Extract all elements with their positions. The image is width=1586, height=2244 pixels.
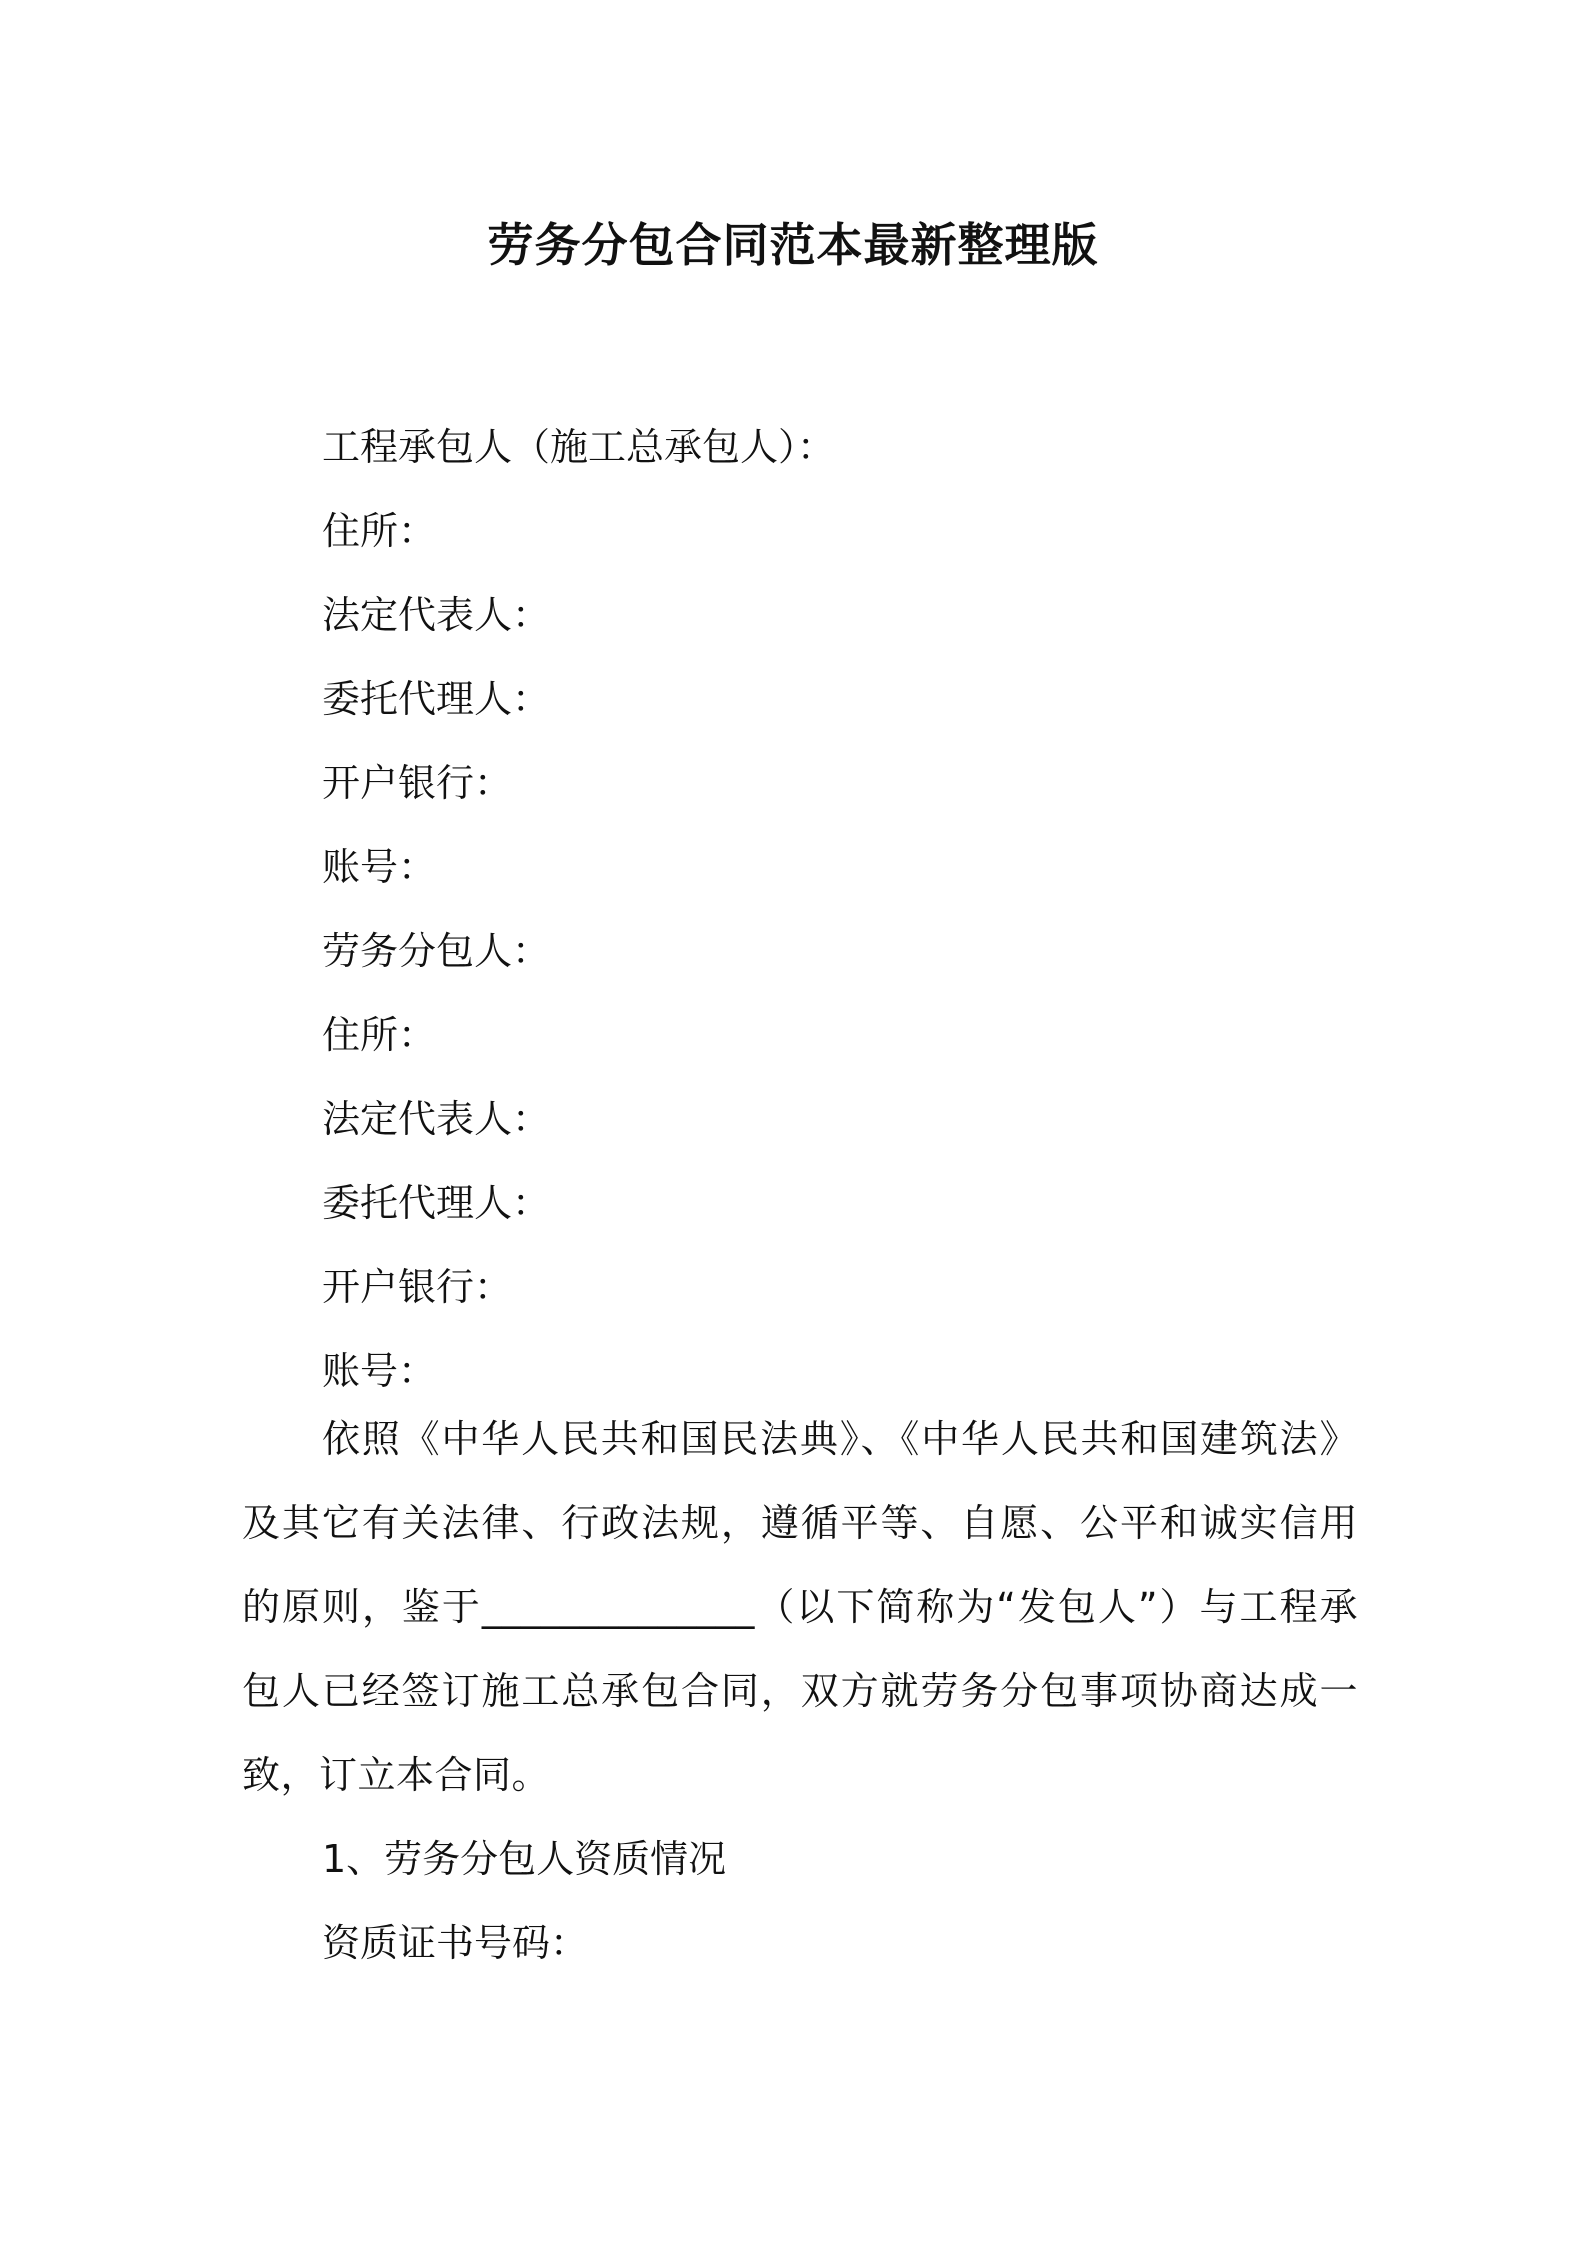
contractor-account-field: 账号：	[322, 845, 437, 889]
section-heading: 1、劳务分包人资质情况	[322, 1837, 727, 1881]
intro-paragraph: 依照《中华人民共和国民法典》、《中华人民共和国建筑法》及其它有关法律、行政法规，遵循平等、自愿、公平和诚实信用的原则，鉴于______________（以下简称为“发包人”）与工程承包人已经签订施工总承包合同，双方就劳务分包事项协商达成一致，订立本合同。	[242, 1417, 1358, 1797]
subcontractor-legal-rep-field: 法定代表人：	[322, 1097, 551, 1141]
contractor-name-field: 工程承包人（施工总承包人）：	[322, 425, 836, 469]
qualification-cert-field: 资质证书号码：	[322, 1921, 589, 1965]
subcontractor-name-field: 劳务分包人：	[322, 929, 551, 973]
subcontractor-bank-field: 开户银行：	[322, 1265, 513, 1309]
subcontractor-account-field: 账号：	[322, 1349, 437, 1393]
contractor-agent-field: 委托代理人：	[322, 677, 551, 721]
subcontractor-address-field: 住所：	[322, 1013, 437, 1057]
document-title: 劳务分包合同范本最新整理版	[487, 218, 1099, 272]
contractor-legal-rep-field: 法定代表人：	[322, 593, 551, 637]
contractor-address-field: 住所：	[322, 509, 437, 553]
party-fields	[322, 405, 1362, 1413]
contractor-bank-field: 开户银行：	[322, 761, 513, 805]
subcontractor-agent-field: 委托代理人：	[322, 1181, 551, 1225]
